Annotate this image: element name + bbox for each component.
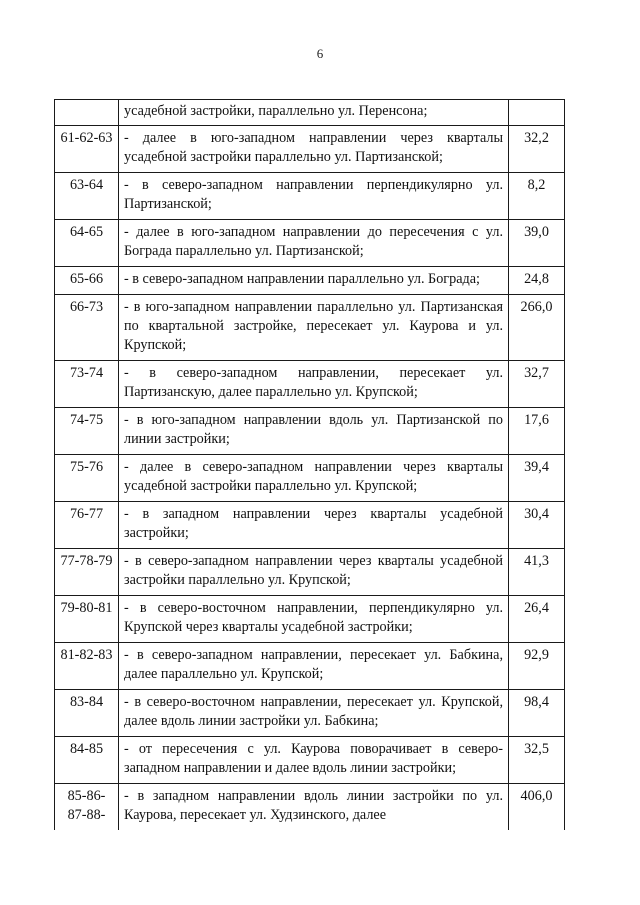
table-row — [55, 784, 565, 831]
table-row — [55, 126, 565, 173]
segment-code-cell: 85-86-87-88- — [55, 784, 119, 831]
segment-code-cell: 83-84 — [55, 690, 119, 737]
segment-length-cell: 24,8 — [509, 267, 565, 295]
segment-description-cell: - в северо-западном направлении перпендикулярно ул. Партизанской; — [119, 173, 509, 220]
segment-code-cell: 63-64 — [55, 173, 119, 220]
segment-length-cell — [509, 100, 565, 126]
table-row — [55, 100, 565, 126]
segment-description-cell: - в западном направлении вдоль линии застройки по ул. Каурова, пересекает ул. Худзинского, далее — [119, 784, 509, 831]
segment-code-cell — [55, 100, 119, 126]
table-row — [55, 502, 565, 549]
page-bottom-edge — [0, 895, 640, 905]
segment-length-cell: 39,4 — [509, 455, 565, 502]
table-row — [55, 455, 565, 502]
segment-description-cell: - в юго-западном направлении параллельно ул. Партизанская по квартальной застройке, пересекает ул. Каурова и ул. Крупской; — [119, 295, 509, 361]
segment-length-cell: 98,4 — [509, 690, 565, 737]
segment-length-cell: 32,5 — [509, 737, 565, 784]
table-row — [55, 295, 565, 361]
segment-length-cell: 8,2 — [509, 173, 565, 220]
boundary-segments-table — [54, 99, 565, 830]
segment-description-cell: - в северо-восточном направлении, пересекает ул. Крупской, далее вдоль линии застройки ул. Бабкина; — [119, 690, 509, 737]
segment-length-cell: 41,3 — [509, 549, 565, 596]
segment-code-cell: 75-76 — [55, 455, 119, 502]
segment-length-cell: 30,4 — [509, 502, 565, 549]
segment-description-cell: - далее в северо-западном направлении через кварталы усадебной застройки параллельно ул. Крупской; — [119, 455, 509, 502]
segment-description-cell: - далее в юго-западном направлении через кварталы усадебной застройки параллельно ул. Партизанской; — [119, 126, 509, 173]
table-row — [55, 173, 565, 220]
segment-length-cell: 266,0 — [509, 295, 565, 361]
segment-length-cell: 26,4 — [509, 596, 565, 643]
table-row — [55, 267, 565, 295]
segment-code-cell: 77-78-79 — [55, 549, 119, 596]
table-row — [55, 549, 565, 596]
segment-code-cell: 84-85 — [55, 737, 119, 784]
segment-description-cell: - в северо-западном направлении, пересекает ул. Партизанскую, далее параллельно ул. Крупской; — [119, 361, 509, 408]
segment-code-cell: 76-77 — [55, 502, 119, 549]
segment-length-cell: 32,2 — [509, 126, 565, 173]
segment-code-cell: 64-65 — [55, 220, 119, 267]
segment-code-cell: 74-75 — [55, 408, 119, 455]
segment-description-cell: - в юго-западном направлении вдоль ул. Партизанской по линии застройки; — [119, 408, 509, 455]
segment-code-cell: 79-80-81 — [55, 596, 119, 643]
segment-description-cell: усадебной застройки, параллельно ул. Перенсона; — [119, 100, 509, 126]
segment-description-cell: - в северо-западном направлении, пересекает ул. Бабкина, далее параллельно ул. Крупской; — [119, 643, 509, 690]
segment-description-cell: - далее в юго-западном направлении до пересечения с ул. Бограда параллельно ул. Партизанской; — [119, 220, 509, 267]
segment-code-cell: 81-82-83 — [55, 643, 119, 690]
segment-code-cell: 61-62-63 — [55, 126, 119, 173]
segment-description-cell: - от пересечения с ул. Каурова поворачивает в северо-западном направлении и далее вдоль линии застройки; — [119, 737, 509, 784]
table-row — [55, 737, 565, 784]
segment-length-cell: 32,7 — [509, 361, 565, 408]
table-row — [55, 361, 565, 408]
segment-code-cell: 66-73 — [55, 295, 119, 361]
table-row — [55, 643, 565, 690]
segment-code-cell: 65-66 — [55, 267, 119, 295]
segment-description-cell: - в западном направлении через кварталы усадебной застройки; — [119, 502, 509, 549]
segment-length-cell: 406,0 — [509, 784, 565, 831]
segment-description-cell: - в северо-восточном направлении, перпендикулярно ул. Крупской через кварталы усадебной застройки; — [119, 596, 509, 643]
segment-description-cell: - в северо-западном направлении через кварталы усадебной застройки параллельно ул. Крупской; — [119, 549, 509, 596]
table-row — [55, 220, 565, 267]
table-row — [55, 596, 565, 643]
table-row — [55, 408, 565, 455]
segment-code-cell: 73-74 — [55, 361, 119, 408]
segment-length-cell: 39,0 — [509, 220, 565, 267]
segment-length-cell: 17,6 — [509, 408, 565, 455]
table-row — [55, 690, 565, 737]
page-number: 6 — [316, 46, 324, 61]
segment-description-cell: - в северо-западном направлении параллельно ул. Бограда; — [119, 267, 509, 295]
segment-length-cell: 92,9 — [509, 643, 565, 690]
